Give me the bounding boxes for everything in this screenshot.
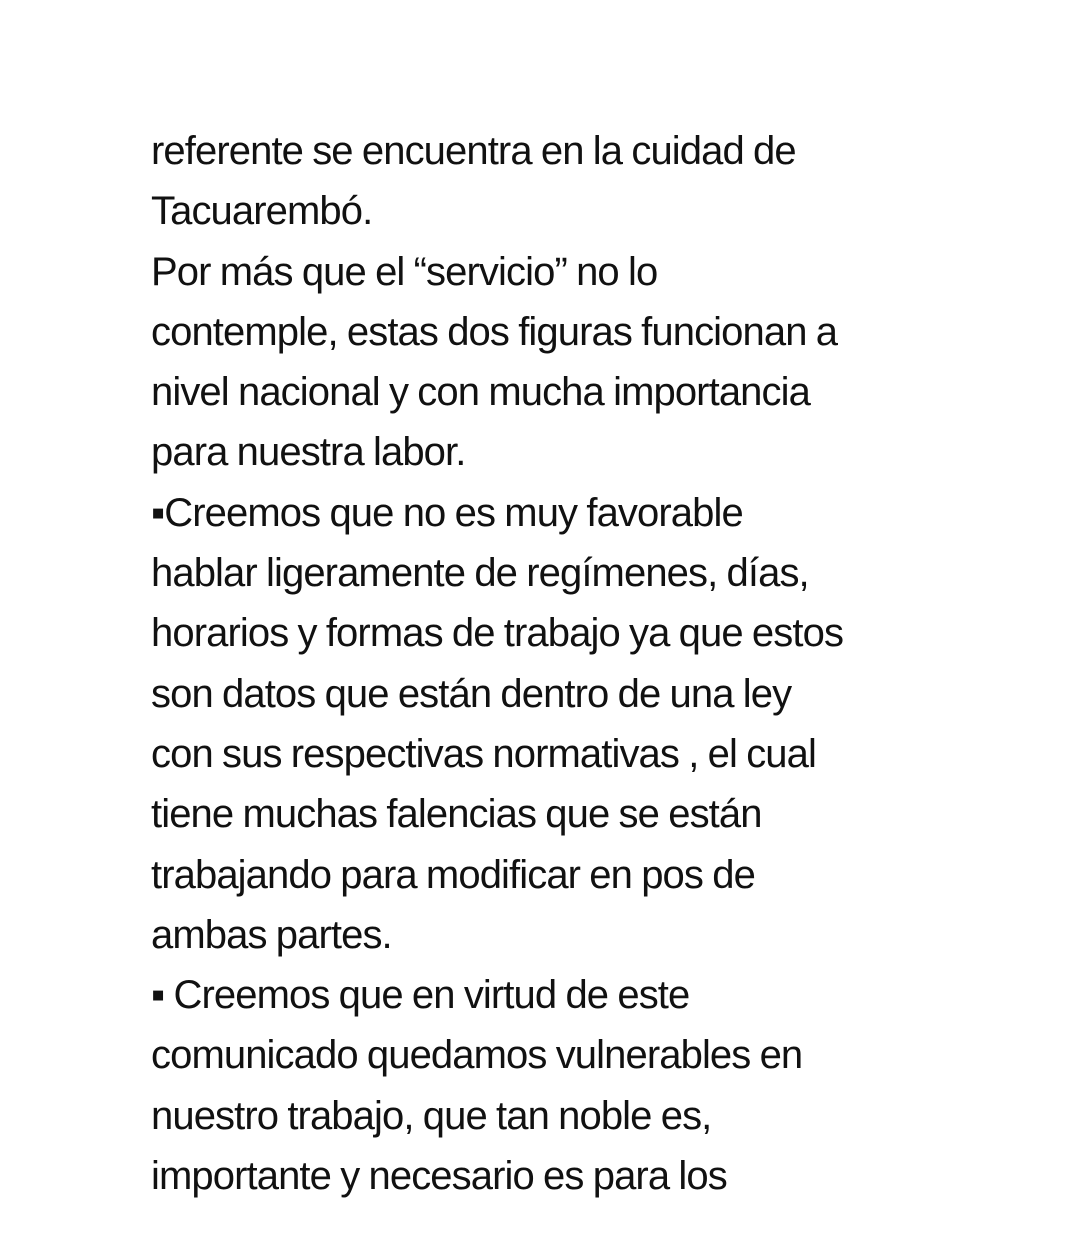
- text-line: Tacuarembó.: [151, 189, 373, 234]
- bullet-line: ▪Creemos que no es muy favorable: [151, 490, 743, 535]
- text-line: tiene muchas falencias que se están: [151, 792, 762, 837]
- text-line: Por más que el “servicio” no lo: [151, 249, 658, 294]
- document-body: [151, 121, 951, 1206]
- text-line: referente se encuentra en la cuidad de: [151, 129, 796, 173]
- text-line: comunicado quedamos vulnerables en: [151, 1033, 803, 1078]
- text-line: hablar ligeramente de regímenes, días,: [151, 551, 809, 596]
- text-line: contemple, estas dos figuras funcionan a: [151, 309, 838, 354]
- text-line: son datos que están dentro de una ley: [151, 671, 792, 716]
- text-line: nivel nacional y con mucha importancia: [151, 370, 810, 415]
- text-line: ambas partes.: [151, 912, 392, 957]
- text-line: para nuestra labor.: [151, 430, 466, 475]
- text-line: horarios y formas de trabajo ya que estos: [151, 611, 844, 656]
- text-line: con sus respectivas normativas , el cual: [151, 731, 816, 776]
- text-line: trabajando para modificar en pos de: [151, 852, 755, 897]
- text-line: nuestro trabajo, que tan noble es,: [151, 1093, 712, 1138]
- bullet-line: ▪ Creemos que en virtud de este: [151, 973, 690, 1018]
- text-line: importante y necesario es para los: [151, 1154, 727, 1199]
